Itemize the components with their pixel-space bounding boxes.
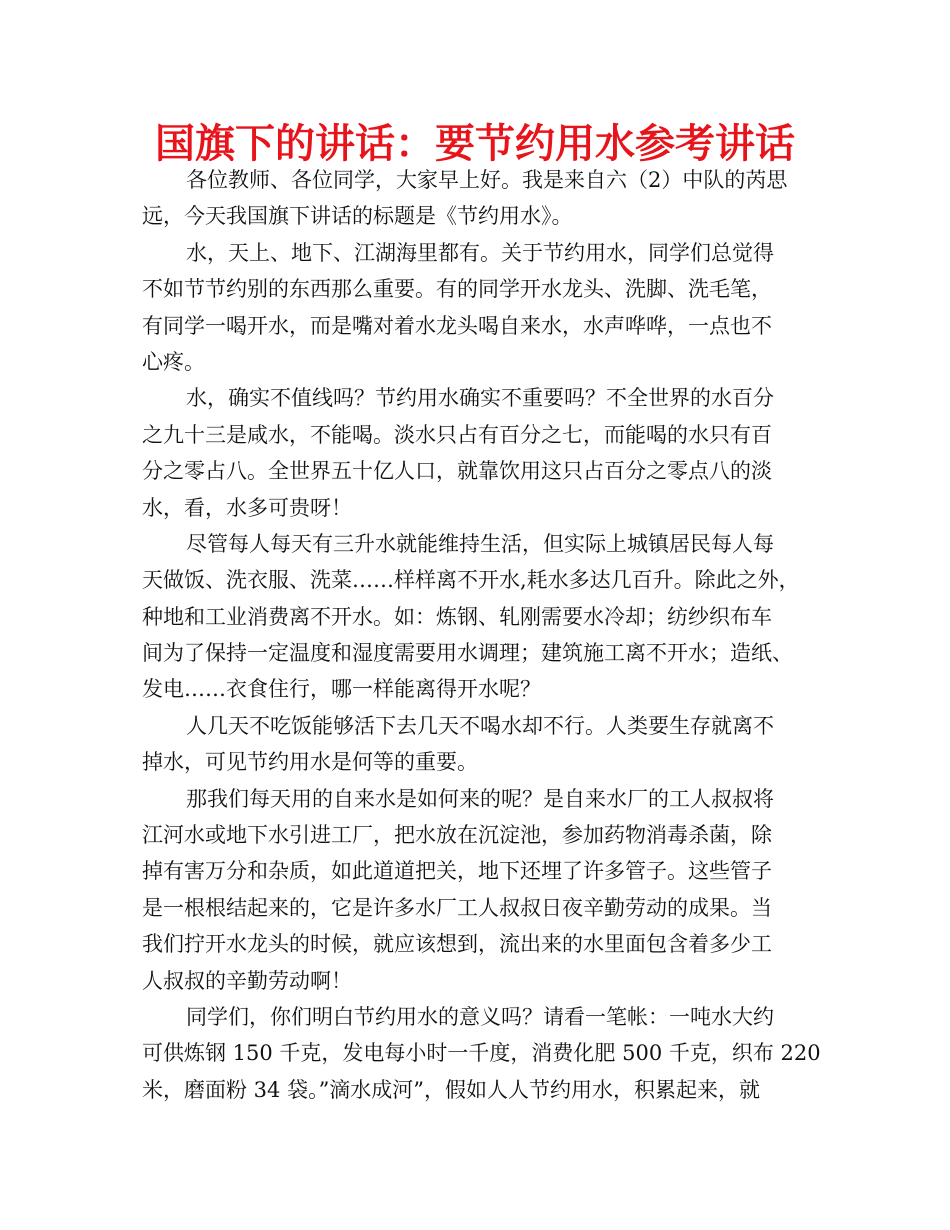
text-line: 我们拧开水龙头的时候，就应该想到，流出来的水里面包含着多少工 [142, 932, 772, 957]
text-line: 远，今天我国旗下讲话的标题是《节约用水》。 [142, 204, 573, 229]
text-line: 尽管每人每天有三升水就能维持生活，但实际上城镇居民每人每 [186, 531, 774, 556]
text-line: 水，确实不值线吗？节约用水确实不重要吗？不全世界的水百分 [186, 386, 774, 411]
text-line: 各位教师、各位同学，大家早上好。我是来自六（2）中队的芮思 [186, 168, 788, 192]
text-line: 江河水或地下水引进工厂，把水放在沉淀池，参加药物消毒杀菌，除 [142, 823, 772, 848]
text-line: 水，看，水多可贵呀！ [142, 495, 352, 520]
text-line: 水，天上、地下、江湖海里都有。关于节约用水，同学们总觉得 [186, 240, 774, 265]
document-body [142, 162, 822, 1108]
text-line: 分之零占八。全世界五十亿人口，就靠饮用这只占百分之零点八的淡 [142, 459, 772, 484]
text-line: 同学们，你们明白节约用水的意义吗？请看一笔帐：一吨水大约 [186, 1004, 774, 1029]
text-line: 那我们每天用的自来水是如何来的呢？是自来水厂的工人叔叔将 [186, 786, 774, 811]
text-line: 之九十三是咸水，不能喝。淡水只占有百分之七，而能喝的水只有百 [142, 422, 772, 447]
text-line: 天做饭、洗衣服、洗菜……样样离不开水,耗水多达几百升。除此之外， [142, 568, 800, 593]
text-line: 种地和工业消费离不开水。如：炼钢、轧刚需要水冷却；纺纱织布车 [142, 604, 772, 629]
document-title: 国旗下的讲话：要节约用水参考讲话 [155, 121, 795, 167]
text-line: 有同学一喝开水，而是嘴对着水龙头喝自来水，水声哗哗，一点也不 [142, 313, 772, 338]
text-line: 发电……衣食住行，哪一样能离得开水呢？ [142, 677, 541, 702]
text-line: 可供炼钢 150 千克，发电每小时一千度，消费化肥 500 千克，织布 220 [142, 1041, 821, 1066]
text-line: 人叔叔的辛勤劳动啊！ [142, 968, 352, 993]
text-line: 掉水，可见节约用水是何等的重要。 [142, 750, 478, 775]
text-line: 间为了保持一定温度和湿度需要用水调理；建筑施工离不开水；造纸、 [142, 641, 793, 666]
text-line: 是一根根结起来的，它是许多水厂工人叔叔日夜辛勤劳动的成果。当 [142, 895, 772, 920]
text-line: 心疼。 [142, 349, 205, 374]
text-line: 米，磨面粉 34 袋。”滴水成河”，假如人人节约用水，积累起来，就 [142, 1077, 761, 1102]
text-line: 不如节节约别的东西那么重要。有的同学开水龙头、洗脚、洗毛笔， [142, 277, 772, 302]
text-line: 掉有害万分和杂质，如此道道把关，地下还埋了许多管子。这些管子 [142, 859, 772, 884]
text-line: 人几天不吃饭能够活下去几天不喝水却不行。人类要生存就离不 [186, 713, 774, 738]
